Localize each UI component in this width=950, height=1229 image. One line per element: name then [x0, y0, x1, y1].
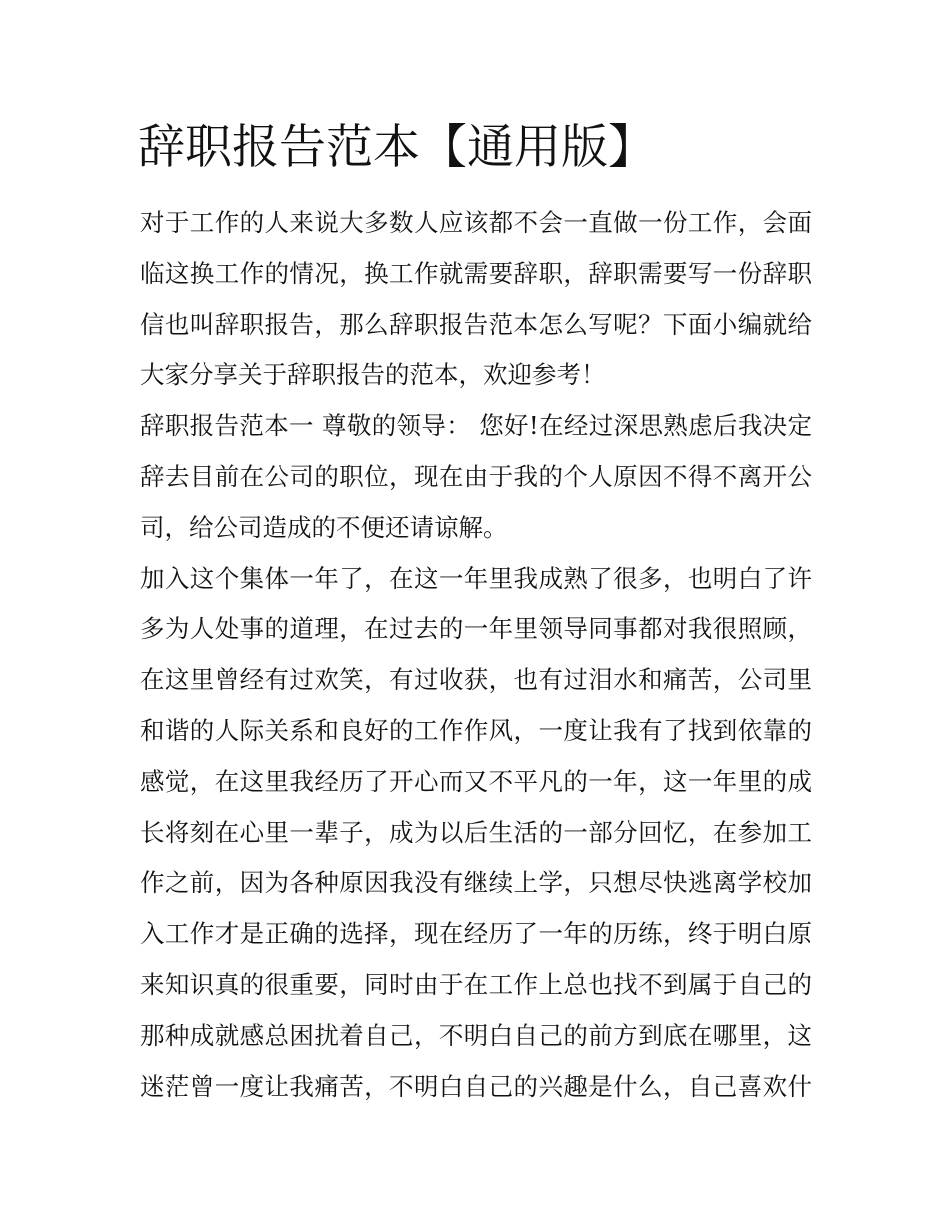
text-line: 临这换工作的情况，换工作就需要辞职，辞职需要写一份辞职	[140, 258, 812, 288]
text-line: 感觉，在这里我经历了开心而又不平凡的一年，这一年里的成	[140, 766, 812, 796]
text-line: 在这里曾经有过欢笑，有过收获，也有过泪水和痛苦，公司里	[140, 665, 812, 695]
text-line: 入工作才是正确的选择，现在经历了一年的历练，终于明白原	[140, 919, 812, 949]
text-line: 多为人处事的道理，在过去的一年里领导同事都对我很照顾，	[140, 614, 812, 644]
text-line: 和谐的人际关系和良好的工作作风，一度让我有了找到依靠的	[140, 715, 812, 745]
text-line: 作之前，因为各种原因我没有继续上学，只想尽快逃离学校加	[140, 868, 812, 898]
text-line: 迷茫曾一度让我痛苦，不明白自己的兴趣是什么，自己喜欢什	[140, 1071, 812, 1101]
text-line: 长将刻在心里一辈子，成为以后生活的一部分回忆，在参加工	[140, 817, 812, 847]
text-line: 辞去目前在公司的职位，现在由于我的个人原因不得不离开公	[140, 461, 812, 491]
text-line: 来知识真的很重要，同时由于在工作上总也找不到属于自己的	[140, 969, 812, 999]
text-line: 辞职报告范本一 尊敬的领导： 您好!在经过深思熟虑后我决定	[140, 411, 812, 441]
text-line: 加入这个集体一年了，在这一年里我成熟了很多，也明白了许	[140, 563, 812, 593]
text-line: 对于工作的人来说大多数人应该都不会一直做一份工作，会面	[140, 208, 812, 237]
text-line: 大家分享关于辞职报告的范本，欢迎参考！	[140, 360, 606, 390]
text-line: 那种成就感总困扰着自己，不明白自己的前方到底在哪里，这	[140, 1020, 812, 1050]
text-line: 信也叫辞职报告，那么辞职报告范本怎么写呢？下面小编就给	[140, 309, 812, 339]
document-title: 辞职报告范本【通用版】	[138, 120, 655, 175]
text-line: 司，给公司造成的不便还请谅解。	[140, 512, 508, 542]
document-body	[140, 198, 812, 1112]
